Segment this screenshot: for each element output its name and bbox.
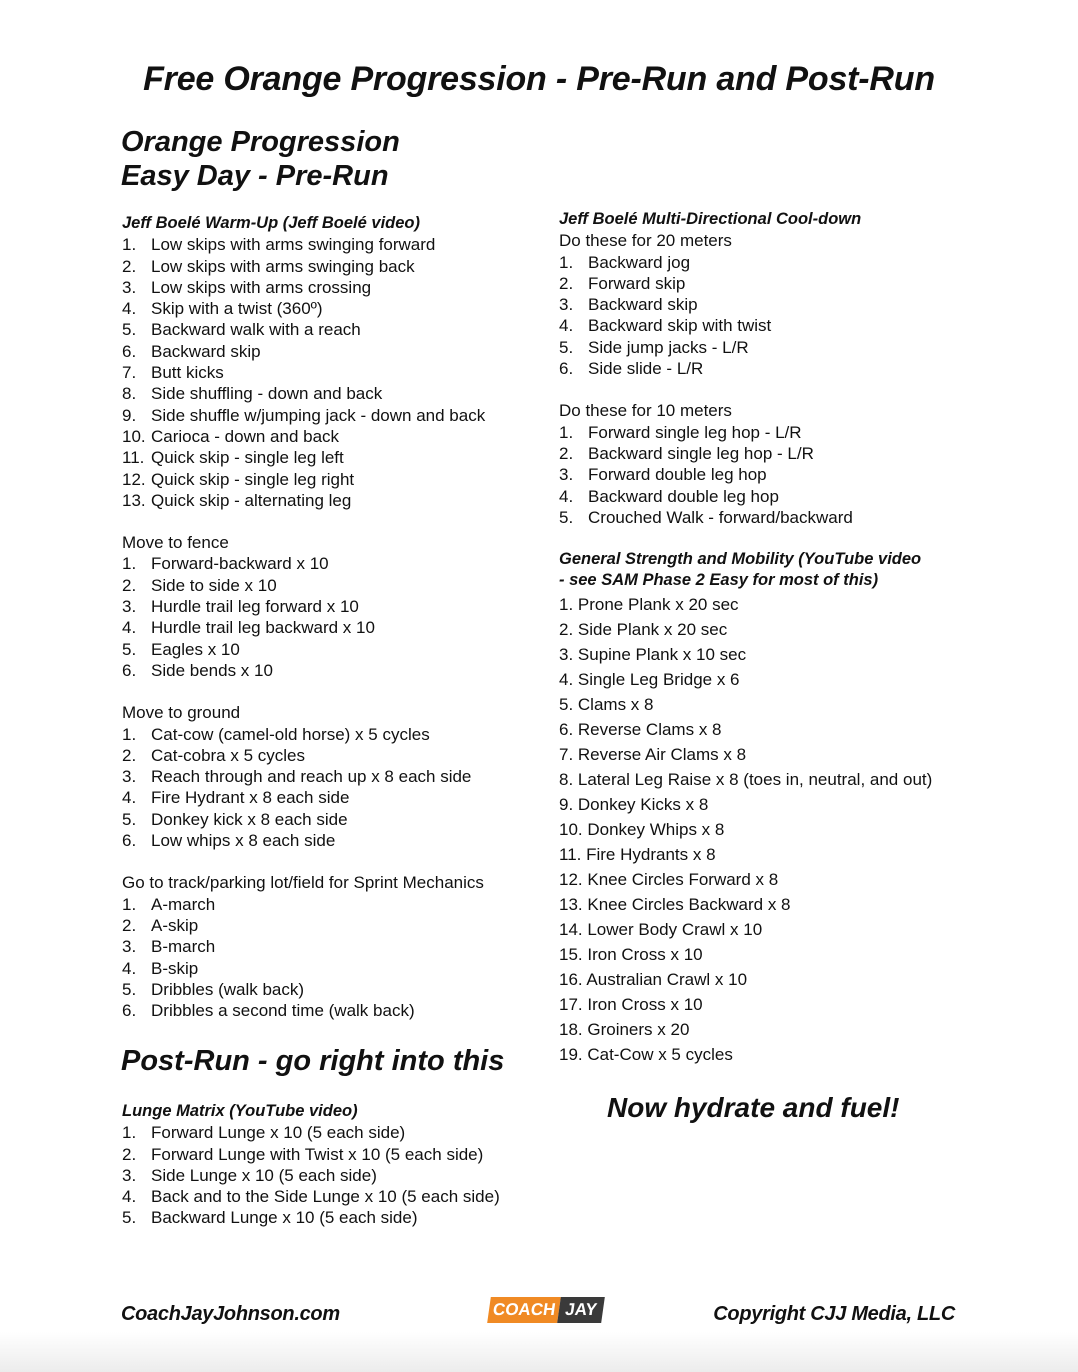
list-item <box>122 809 542 830</box>
list-item-text: Low skips with arms swinging back <box>151 256 415 276</box>
list-item-text: Quick skip - alternating leg <box>151 490 352 510</box>
strength-title-line1: General Strength and Mobility (YouTube video <box>559 550 922 569</box>
list-item: 13. Knee Circles Backward x 8 <box>559 894 791 914</box>
list-item-text: Low whips x 8 each side <box>151 831 336 851</box>
list-item-number: 13. <box>122 490 146 510</box>
list-item-number: 2. <box>122 575 137 595</box>
list-item-number: 2. <box>122 256 137 276</box>
list-item-number: 1. <box>122 1123 137 1143</box>
list-item-number: 3. <box>122 937 137 957</box>
list-item-text: Hurdle trail leg forward x 10 <box>151 597 359 617</box>
list-item <box>122 745 542 766</box>
page-edge-shadow <box>0 1332 1078 1372</box>
coach-jay-logo <box>487 1297 605 1323</box>
list-item-number: 1. <box>122 554 137 574</box>
list-item <box>122 936 542 957</box>
list-item-text: Backward skip <box>588 295 698 315</box>
list-item-number: 5. <box>559 337 574 357</box>
logo-jay: JAY <box>558 1297 605 1323</box>
hydrate-message: Now hydrate and fuel! <box>607 1092 900 1123</box>
list-item-text: Backward double leg hop <box>588 486 779 506</box>
list-item-number: 1. <box>122 724 137 744</box>
list-item <box>122 1000 542 1021</box>
list-item-text: Quick skip - single leg left <box>151 448 344 468</box>
list-item: 9. Donkey Kicks x 8 <box>559 794 709 814</box>
section-heading-orange-progression: Orange Progression <box>121 126 400 158</box>
list-item: 3. Supine Plank x 10 sec <box>559 644 747 664</box>
list-item-text: Side Lunge x 10 (5 each side) <box>151 1165 377 1185</box>
twenty-meter-title: Do these for 20 meters <box>559 231 732 251</box>
footer-copyright: Copyright CJJ Media, LLC <box>713 1303 955 1325</box>
ten-meter-list <box>559 422 979 528</box>
list-item: 16. Australian Crawl x 10 <box>559 969 748 989</box>
list-item-text: Side bends x 10 <box>151 660 273 680</box>
ten-meter-title: Do these for 10 meters <box>559 401 732 421</box>
list-item-number: 1. <box>559 422 574 442</box>
list-item-number: 2. <box>122 1144 137 1164</box>
list-item-number: 5. <box>122 320 137 340</box>
list-item-number: 3. <box>122 1165 137 1185</box>
list-item-number: 4. <box>122 299 137 319</box>
list-item-number: 5. <box>122 1208 137 1228</box>
list-item-number: 5. <box>122 639 137 659</box>
list-item-number: 6. <box>122 341 137 361</box>
list-item <box>122 575 542 596</box>
list-item-number: 2. <box>559 273 574 293</box>
list-item-number: 4. <box>122 788 137 808</box>
section-heading-easy-day: Easy Day - Pre-Run <box>121 160 389 192</box>
fence-title: Move to fence <box>122 533 229 553</box>
list-item <box>122 958 542 979</box>
list-item: 1. Prone Plank x 20 sec <box>559 594 739 614</box>
list-item-text: Side jump jacks - L/R <box>588 337 749 357</box>
list-item-text: Dribbles a second time (walk back) <box>151 1001 415 1021</box>
list-item <box>559 315 979 336</box>
list-item <box>122 362 542 383</box>
list-item-text: Backward single leg hop - L/R <box>588 443 814 463</box>
list-item-number: 1. <box>122 894 137 914</box>
list-item: 15. Iron Cross x 10 <box>559 944 703 964</box>
list-item-number: 3. <box>122 277 137 297</box>
list-item <box>122 1122 500 1143</box>
ground-title: Move to ground <box>122 703 241 723</box>
list-item-number: 3. <box>122 597 137 617</box>
list-item <box>122 617 542 638</box>
cooldown-title: Jeff Boelé Multi-Directional Cool-down <box>559 210 862 228</box>
list-item-text: Side shuffling - down and back <box>151 384 383 404</box>
list-item-text: B-skip <box>151 958 199 978</box>
list-item-text: Backward jog <box>588 252 691 272</box>
list-item-text: Fire Hydrant x 8 each side <box>151 788 350 808</box>
list-item <box>122 319 542 340</box>
logo-coach: COACH <box>487 1297 561 1323</box>
list-item <box>122 490 542 511</box>
list-item-text: Donkey kick x 8 each side <box>151 809 348 829</box>
list-item-number: 11. <box>122 448 145 468</box>
list-item <box>122 894 542 915</box>
list-item <box>122 234 542 255</box>
list-item-number: 2. <box>122 745 137 765</box>
list-item-number: 8. <box>122 384 137 404</box>
lunge-section <box>122 1101 500 1229</box>
list-item: 10. Donkey Whips x 8 <box>559 819 725 839</box>
list-item <box>122 766 542 787</box>
list-item: 8. Lateral Leg Raise x 8 (toes in, neutral, and out) <box>559 769 933 789</box>
list-item-number: 1. <box>559 252 574 272</box>
footer-website: CoachJayJohnson.com <box>121 1303 340 1325</box>
list-item-text: Backward skip <box>151 341 261 361</box>
list-item-text: Quick skip - single leg right <box>151 469 355 489</box>
list-item-text: Forward Lunge with Twist x 10 (5 each side) <box>151 1144 484 1164</box>
list-item-text: Low skips with arms crossing <box>151 277 372 297</box>
list-item <box>122 383 542 404</box>
list-item-text: Side to side x 10 <box>151 575 277 595</box>
list-item <box>559 486 979 507</box>
page-title: Free Orange Progression - Pre-Run and Post-Run <box>143 60 935 98</box>
list-item-number: 4. <box>122 618 137 638</box>
fence-list <box>122 553 542 681</box>
list-item-number: 4. <box>559 316 574 336</box>
list-item-number: 4. <box>122 1187 137 1207</box>
list-item <box>122 639 542 660</box>
list-item: 19. Cat-Cow x 5 cycles <box>559 1044 733 1064</box>
list-item-text: A-skip <box>151 915 199 935</box>
list-item-number: 3. <box>122 767 137 787</box>
list-item-number: 6. <box>122 1001 137 1021</box>
list-item-text: Carioca - down and back <box>151 426 340 446</box>
list-item <box>559 294 979 315</box>
list-item-number: 10. <box>122 426 146 446</box>
list-item <box>122 469 542 490</box>
list-item <box>122 341 542 362</box>
list-item: 18. Groiners x 20 <box>559 1019 690 1039</box>
list-item <box>122 256 542 277</box>
list-item-text: Hurdle trail leg backward x 10 <box>151 618 375 638</box>
list-item <box>122 426 542 447</box>
lunge-list <box>122 1122 500 1228</box>
list-item-number: 2. <box>122 915 137 935</box>
list-item-text: A-march <box>151 894 216 914</box>
warmup-title: Jeff Boelé Warm-Up (Jeff Boelé video) <box>122 214 420 232</box>
list-item: 11. Fire Hydrants x 8 <box>559 844 716 864</box>
track-title: Go to track/parking lot/field for Sprint Mechanics <box>122 873 484 893</box>
list-item <box>559 358 979 379</box>
list-item-number: 3. <box>559 465 574 485</box>
list-item <box>122 553 542 574</box>
list-item-number: 9. <box>122 405 137 425</box>
list-item-number: 12. <box>122 469 146 489</box>
list-item-text: Side slide - L/R <box>588 359 704 379</box>
list-item <box>122 596 542 617</box>
list-item-number: 4. <box>122 958 137 978</box>
list-item-text: Forward double leg hop <box>588 465 767 485</box>
list-item-text: Eagles x 10 <box>151 639 240 659</box>
list-item <box>122 915 542 936</box>
list-item-text: Forward skip <box>588 273 686 293</box>
strength-list <box>559 592 979 1067</box>
list-item-text: Butt kicks <box>151 363 224 383</box>
strength-title-line2: - see SAM Phase 2 Easy for most of this) <box>559 571 879 590</box>
list-item-text: B-march <box>151 937 216 957</box>
list-item-text: Back and to the Side Lunge x 10 (5 each side) <box>151 1187 500 1207</box>
list-item-text: Forward-backward x 10 <box>151 554 329 574</box>
list-item: 14. Lower Body Crawl x 10 <box>559 919 763 939</box>
list-item-text: Backward Lunge x 10 (5 each side) <box>151 1208 418 1228</box>
list-item-text: Dribbles (walk back) <box>151 979 305 999</box>
list-item <box>122 298 542 319</box>
list-item-text: Skip with a twist (360º) <box>151 299 323 319</box>
list-item <box>122 830 542 851</box>
list-item: 12. Knee Circles Forward x 8 <box>559 869 779 889</box>
list-item <box>122 787 542 808</box>
twenty-meter-list <box>559 252 979 380</box>
list-item <box>122 660 542 681</box>
list-item-text: Side shuffle w/jumping jack - down and back <box>151 405 486 425</box>
lunge-title: Lunge Matrix (YouTube video) <box>122 1102 358 1120</box>
list-item: 6. Reverse Clams x 8 <box>559 719 722 739</box>
list-item-number: 5. <box>559 507 574 527</box>
list-item-number: 5. <box>122 809 137 829</box>
list-item-text: Backward walk with a reach <box>151 320 361 340</box>
list-item <box>559 507 979 528</box>
list-item-number: 2. <box>559 443 574 463</box>
list-item <box>559 443 979 464</box>
track-list <box>122 894 542 1022</box>
list-item-number: 4. <box>559 486 574 506</box>
list-item-text: Backward skip with twist <box>588 316 772 336</box>
list-item-number: 5. <box>122 979 137 999</box>
list-item: 4. Single Leg Bridge x 6 <box>559 669 740 689</box>
list-item-text: Forward Lunge x 10 (5 each side) <box>151 1123 406 1143</box>
right-column <box>559 209 979 1067</box>
warmup-list <box>122 234 542 511</box>
list-item: 17. Iron Cross x 10 <box>559 994 703 1014</box>
list-item: 7. Reverse Air Clams x 8 <box>559 744 747 764</box>
list-item <box>559 422 979 443</box>
list-item <box>122 447 542 468</box>
list-item-text: Low skips with arms swinging forward <box>151 235 436 255</box>
list-item <box>122 1186 500 1207</box>
list-item-text: Forward single leg hop - L/R <box>588 422 802 442</box>
list-item <box>559 252 979 273</box>
list-item <box>122 1207 500 1228</box>
list-item-number: 6. <box>122 831 137 851</box>
list-item <box>122 277 542 298</box>
list-item-text: Crouched Walk - forward/backward <box>588 507 853 527</box>
list-item: 2. Side Plank x 20 sec <box>559 619 728 639</box>
list-item <box>122 724 542 745</box>
list-item-text: Cat-cow (camel-old horse) x 5 cycles <box>151 724 430 744</box>
list-item-number: 1. <box>122 235 137 255</box>
list-item-text: Reach through and reach up x 8 each side <box>151 767 472 787</box>
list-item <box>559 337 979 358</box>
list-item-number: 3. <box>559 295 574 315</box>
post-run-heading: Post-Run - go right into this <box>121 1045 505 1077</box>
list-item-text: Cat-cobra x 5 cycles <box>151 745 305 765</box>
list-item: 5. Clams x 8 <box>559 694 654 714</box>
list-item-number: 6. <box>559 359 574 379</box>
list-item <box>122 979 542 1000</box>
list-item <box>559 464 979 485</box>
list-item <box>122 1144 500 1165</box>
list-item-number: 6. <box>122 660 137 680</box>
list-item <box>122 405 542 426</box>
list-item <box>559 273 979 294</box>
ground-list <box>122 724 542 852</box>
list-item-number: 7. <box>122 363 137 383</box>
list-item <box>122 1165 500 1186</box>
left-column <box>122 213 542 1021</box>
